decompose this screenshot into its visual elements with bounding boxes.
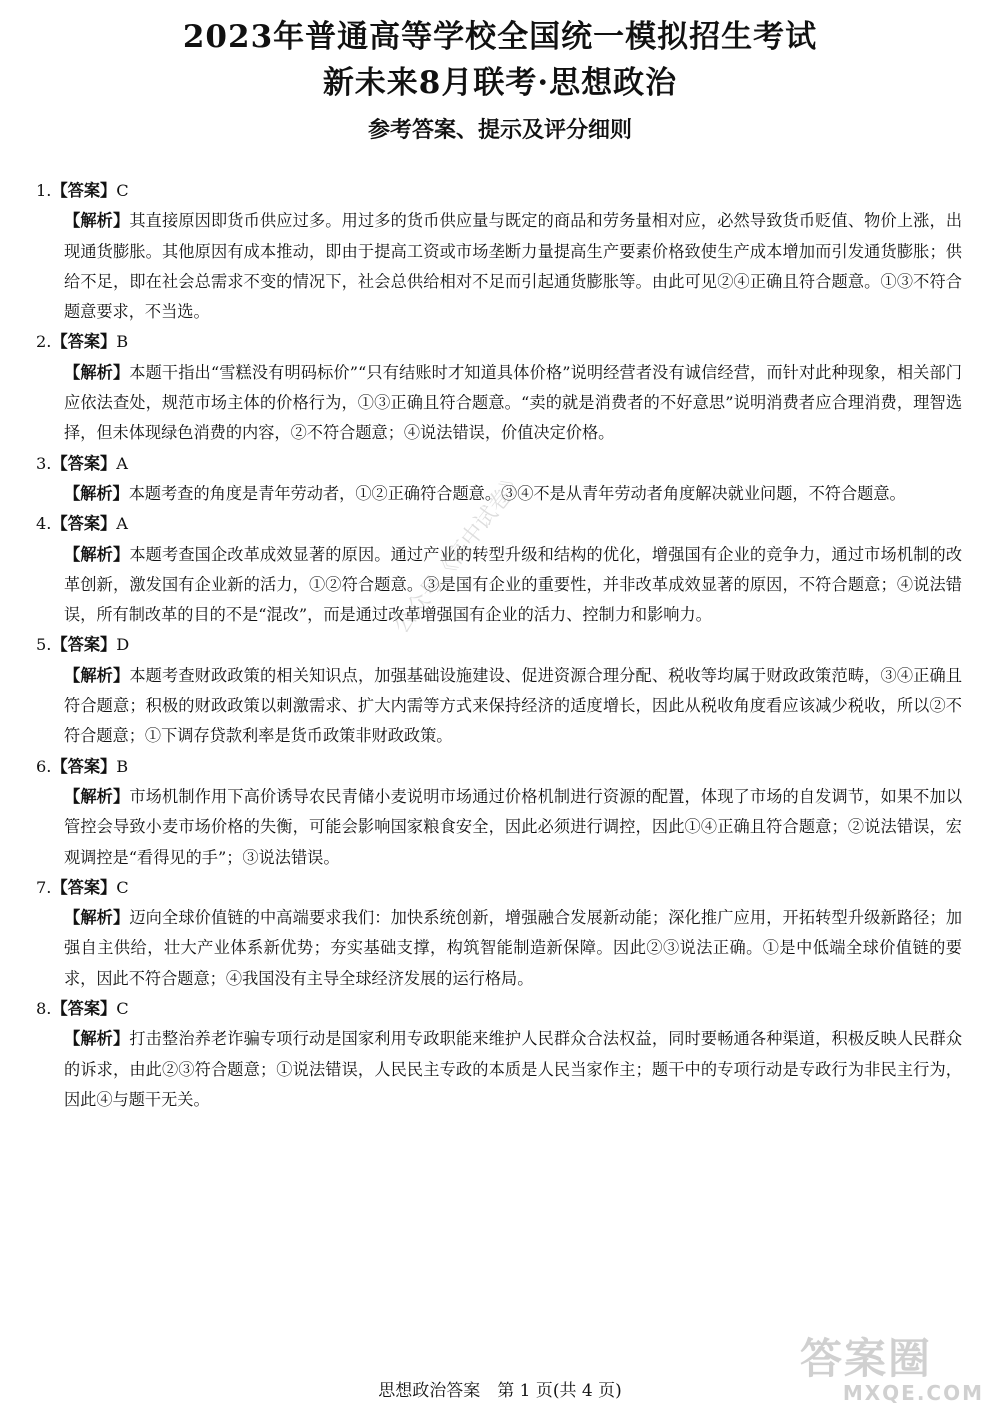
question-number: 6. xyxy=(36,756,52,776)
explanation-text: 本题干指出“雪糕没有明码标价”“只有结账时才知道具体价格”说明经营者没有诚信经营，而针对此种现象，相关部门应依法查处，规范市场主体的价格行为，①③正确且符合题意。“卖的就是消费者的不好意思”说明消费者应合理消费，理智选择，但未体现绿色消费的内容，②不符合题意；④说法错误，价值决定价格。 xyxy=(64,362,963,443)
explanation-paragraph xyxy=(36,358,962,449)
question-number: 7. xyxy=(36,877,52,897)
answer-value: C xyxy=(116,999,129,1019)
question-item xyxy=(36,176,962,327)
question-number: 4. xyxy=(36,514,52,534)
answer-value: C xyxy=(116,181,129,200)
answer-label: 【答案】 xyxy=(51,635,117,655)
explanation-paragraph xyxy=(36,661,962,752)
question-item xyxy=(36,994,962,1115)
question-item xyxy=(36,873,962,994)
explanation-label: 【解析】 xyxy=(64,362,130,382)
explanation-paragraph xyxy=(36,903,962,994)
explanation-paragraph xyxy=(36,1024,962,1115)
explanation-paragraph xyxy=(36,540,962,631)
explanation-text: 本题考查财政政策的相关知识点，加强基础设施建设、促进资源合理分配、税收等均属于财政政策范畴，③④正确且符合题意；积极的财政政策以刺激需求、扩大内需等方式来保持经济的适度增长，因此从税收角度看应该减少税收，所以②不符合题意；①下调存贷款利率是货币政策非财政政策。 xyxy=(64,665,963,746)
answer-label: 【答案】 xyxy=(51,514,117,534)
explanation-paragraph xyxy=(36,206,962,327)
answer-value: A xyxy=(116,453,128,473)
question-number: 3. xyxy=(36,453,52,473)
question-number: 2. xyxy=(36,332,52,352)
document-heading: 参考答案、提示及评分细则 xyxy=(367,117,632,143)
answer-label: 【答案】 xyxy=(51,877,117,897)
answer-value: B xyxy=(116,332,129,352)
answer-line xyxy=(36,752,962,782)
question-item xyxy=(36,752,962,873)
explanation-label: 【解析】 xyxy=(64,1029,130,1049)
answer-label: 【答案】 xyxy=(51,999,117,1019)
logo-wordmark: 答案圈 xyxy=(800,1334,933,1383)
answer-value: A xyxy=(116,514,128,534)
question-number: 8. xyxy=(36,999,52,1019)
answer-label: 【答案】 xyxy=(51,756,117,776)
explanation-text: 其直接原因即货币供应过多。用过多的货币供应量与既定的商品和劳务量相对应，必然导致货币贬值、物价上涨，出现通货膨胀。其他原因有成本推动，即由于提高工资或市场垄断力量提高生产要素价格致使生产成本增加而引发通货膨胀；供给不足，即在社会总需求不变的情况下，社会总供给相对不足而引起通货膨胀等。由此可见②④正确且符合题意。①③不符合题意要求，不当选。 xyxy=(64,211,963,322)
explanation-text: 本题考查的角度是青年劳动者，①②正确符合题意。③④不是从青年劳动者角度解决就业问题，不符合题意。 xyxy=(128,483,906,503)
answer-label: 【答案】 xyxy=(51,453,117,473)
explanation-label: 【解析】 xyxy=(64,211,130,231)
question-number: 1. xyxy=(36,181,52,200)
answer-value: B xyxy=(116,756,129,776)
page-header xyxy=(0,14,1000,150)
explanation-text: 打击整治养老诈骗专项行动是国家利用专政职能来维护人民群众合法权益，同时要畅通各种渠道，积极反映人民群众的诉求，由此②③符合题意；①说法错误，人民民主专政的本质是人民当家作主；题干中的专项行动是专政行为非民主行为，因此④与题干无关。 xyxy=(64,1029,963,1109)
answer-value: C xyxy=(116,877,129,897)
explanation-label: 【解析】 xyxy=(64,786,130,806)
answer-line xyxy=(36,327,962,357)
page-footer: 思想政治答案 第 1 页(共 4 页) xyxy=(378,1381,622,1401)
explanation-paragraph xyxy=(36,782,962,873)
answer-value: D xyxy=(116,635,130,655)
explanation-label: 【解析】 xyxy=(64,665,130,685)
question-item xyxy=(36,327,962,448)
answer-line xyxy=(36,873,962,903)
answer-line xyxy=(36,994,962,1024)
answer-label: 【答案】 xyxy=(51,332,117,352)
question-number: 5. xyxy=(36,635,52,655)
explanation-label: 【解析】 xyxy=(64,908,130,928)
exam-title: 2023年普通高等学校全国统一模拟招生考试 xyxy=(182,19,818,55)
explanation-text: 本题考查国企改革成效显著的原因。通过产业的转型升级和结构的优化，增强国有企业的竞争力，通过市场机制的改革创新，激发国有企业新的活力，①②符合题意。③是国有企业的重要性，并非改革成效显著的原因，不符合题意；④说法错误，所有制改革的目的不是“混改”，而是通过改革增强国有企业的活力、控制力和影响力。 xyxy=(64,544,963,625)
exam-subtitle: 新未来8月联考·思想政治 xyxy=(322,65,678,101)
answer-line xyxy=(36,630,962,660)
question-item xyxy=(36,630,962,751)
explanation-text: 迈向全球价值链的中高端要求我们：加快系统创新，增强融合发展新动能；深化推广应用，开拓转型升级新路径；加强自主供给，壮大产业体系新优势；夯实基础支撑，构筑智能制造新保障。因此②③说法正确。①是中低端全球价值链的要求，因此不符合题意；④我国没有主导全球经济发展的运行格局。 xyxy=(64,908,963,988)
explanation-label: 【解析】 xyxy=(64,483,129,503)
answer-line xyxy=(36,176,962,206)
answer-label: 【答案】 xyxy=(51,181,117,200)
watermark-text: 公众号《高中试卷》 xyxy=(388,467,531,639)
explanation-text: 市场机制作用下高价诱导农民青储小麦说明市场通过价格机制进行资源的配置，体现了市场的自发调节，如果不加以管控会导致小麦市场价格的失衡，可能会影响国家粮食安全，因此必须进行调控，因此①④正确且符合题意；②说法错误，宏观调控是“看得见的手”；③说法错误。 xyxy=(64,786,963,867)
logo-url: MXQE.COM xyxy=(842,1381,984,1405)
answer-list xyxy=(36,176,962,1115)
explanation-label: 【解析】 xyxy=(64,544,130,564)
